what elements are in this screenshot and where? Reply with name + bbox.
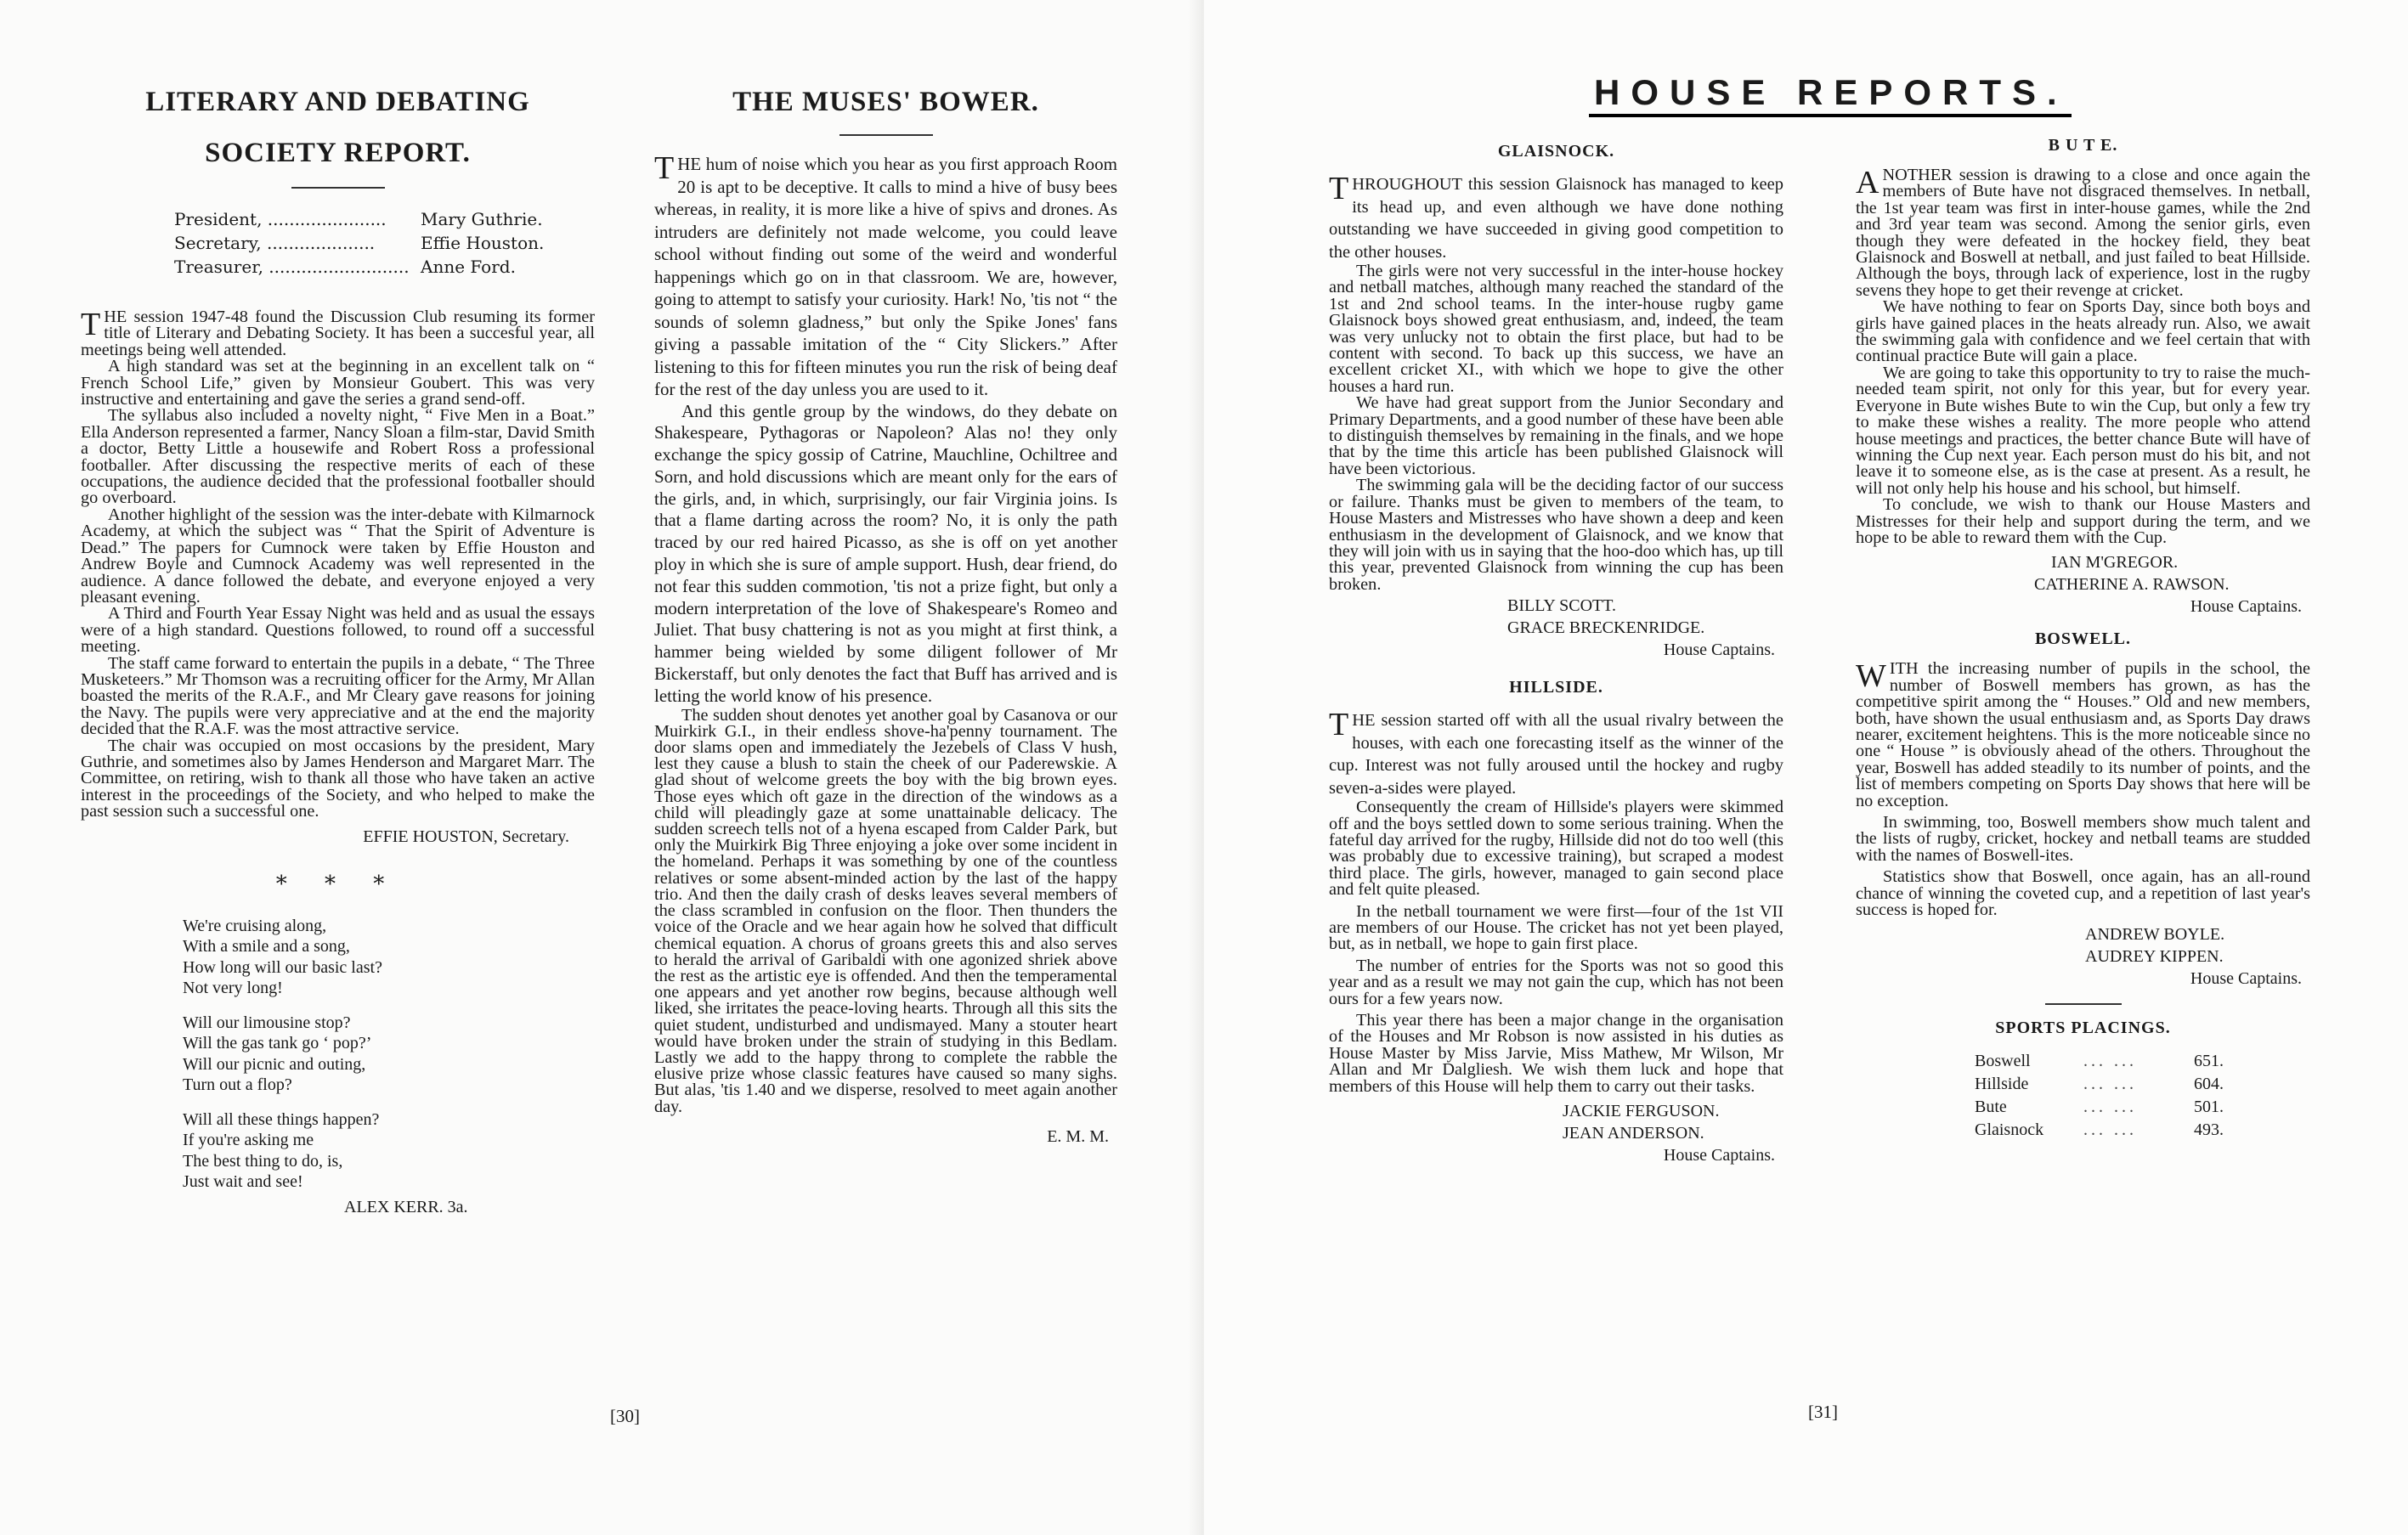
hillside-captains-label: House Captains. xyxy=(1663,1146,1775,1165)
officer-role: President, ...................... xyxy=(174,209,387,229)
poem-line: Will all these things happen? xyxy=(183,1109,380,1129)
literary-paragraph: The staff came forward to entertain the pupils in a debate, “ The Three Musketeers.” Mr Thomson was a recruiting officer for the Army, Mr Allan boasted the merits of the R.A.F., and Mr Cleary gave reasons for joining the Navy. The pupils were very appreciative and at the end the majority decided that the R.A.F. was the most attractive service. xyxy=(81,653,595,739)
poem-line: If you're asking me xyxy=(183,1131,314,1150)
poem-signature: ALEX KERR. 3a. xyxy=(344,1197,468,1216)
boswell-paragraph: WITH the increasing number of pupils in the school, the number of Boswell members has grown, as has the competitive spirit among the “ Houses.” Old and new members, both, have shown the usual enthusiasm and, as Sports Day draws nearer, excitement heightens. This is the more noticeable since no one “ House ” is obviously ahead of the others. Throughout the year, Boswell has added steadily to its number of points, and the list of members competing on Sports Day shows that here will be no exception. xyxy=(1856,658,2310,810)
boswell-paragraph: Statistics show that Boswell, once again, has an all-round chance of winning the coveted cup, and a repetition of last year's success is hoped for. xyxy=(1856,867,2310,920)
placing-house: Boswell xyxy=(1975,1052,2031,1071)
glaisnock-captain-1: BILLY SCOTT. xyxy=(1507,596,1616,616)
boswell-captain-2: AUDREY KIPPEN. xyxy=(2085,947,2224,967)
poem-line: We're cruising along, xyxy=(183,916,327,935)
literary-debating-report xyxy=(81,76,595,1218)
hillside-paragraph: Consequently the cream of Hillside's players were skimmed off and the boys settled down to some serious training. When the fateful day arrived for the rugby, Hillside did not do too well (this was probably due to excessive training), but scraped a modest third place. The girls, however, managed to gain second place and felt quite pleased. xyxy=(1329,798,1783,900)
literary-paragraph: The syllabus also included a novelty night, “ Five Men in a Boat.” Ella Anderson represented a farmer, Nancy Sloan a film-star, David Smith a doctor, Betty Little a housewife and Robert Ross a professional footballer. After discussing the respective merits of each of these occupations, the audience decided that the professional footballer should go overboard. xyxy=(81,406,595,508)
muses-signature: E. M. M. xyxy=(1047,1126,1109,1146)
officer-name: Effie Houston. xyxy=(421,233,545,253)
poem-line: Will the gas tank go ‘ pop?’ xyxy=(183,1034,372,1053)
literary-paragraph: The chair was occupied on most occasions by the president, Mary Guthrie, and sometimes also by James Henderson and Margaret Marr. The Committee, on retiring, wish to thank all those who have taken an active interest in the proceedings of the Society, and who helped to make the past session such a successful one. xyxy=(81,736,595,821)
heading-rule xyxy=(839,134,933,136)
sports-placings-table xyxy=(1975,1050,2310,1142)
hillside-body xyxy=(1329,709,1783,1095)
literary-paragraph: A high standard was set at the beginning in an excellent talk on “ French School Life,” given by Monsieur Goubert. This was very instructive and entertaining and gave the series a grand send-off. xyxy=(81,357,595,409)
literary-paragraph: A Third and Fourth Year Essay Night was held and as usual the essays were of a high standard. Questions followed, to round off a successful meeting. xyxy=(81,604,595,657)
glaisnock-captain-2: GRACE BRECKENRIDGE. xyxy=(1507,618,1705,638)
hillside-captain-1: JACKIE FERGUSON. xyxy=(1563,1102,1720,1121)
literary-heading-line2: SOCIETY REPORT. xyxy=(205,138,471,168)
boswell-body xyxy=(1856,658,2310,920)
muses-bower xyxy=(654,76,1117,1148)
placing-points: 501. xyxy=(2194,1098,2224,1117)
literary-paragraph: THE session 1947-48 found the Discussion Club resuming its former title of Literary and Debating Society. It has been a succesful year, all meetings being well attended. xyxy=(81,307,595,359)
glaisnock-paragraph: We have had great support from the Junior Secondary and Primary Departments, and a good number of these have been able to distinguish themselves by remaining in the finals, and we hope that by the time this article has been published Glaisnock will have been victorious. xyxy=(1329,393,1783,478)
placing-house: Bute xyxy=(1975,1098,2007,1117)
officer-name: Mary Guthrie. xyxy=(421,209,543,229)
poem-line: Will our limousine stop? xyxy=(183,1013,351,1032)
right-page xyxy=(1204,0,2408,1535)
hillside-paragraph: The number of entries for the Sports was not so good this year and as a result we may not gain the cup, which has not been ours for a few years now. xyxy=(1329,956,1783,1008)
section-divider-stars: * * * xyxy=(275,871,400,897)
boswell-heading: BOSWELL. xyxy=(2034,629,2132,649)
poem-line: Not very long! xyxy=(183,979,283,998)
hillside-paragraph: This year there has been a major change in the organisation of the Houses and Mr Robson is now assisted in his duties as House Master by Miss Jarvie, Miss Mathew, Mr Wilson, Mr Allan and Mr Dalgliesh. We wish them luck and hope that members of this House will help them to carry out their tasks. xyxy=(1329,1011,1783,1096)
placings-rule xyxy=(2045,1003,2122,1005)
hillside-heading: HILLSIDE. xyxy=(1509,678,1603,697)
placing-leader: ... ... xyxy=(2083,1120,2137,1140)
muses-body xyxy=(654,150,1117,1116)
officer-role: Secretary, .................... xyxy=(174,233,376,253)
placing-points: 651. xyxy=(2194,1052,2224,1071)
placing-points: 493. xyxy=(2194,1120,2224,1140)
muses-paragraph: And this gentle group by the windows, do they debate on Shakespeare, Pythagoras or Napoleon? Alas no! they only exchange the spicy gossip of Catrine, Mauchline, Ochiltree and Sorn, and hold discussions which are meant only for the ears of the girls, and, in which, surprisingly, our fair Virginia joins. Is that a flame darting across the room? No, it is only the path traced by our red haired Picasso, as she is off on yet another ploy in which she is sure of ample support. Hush, dear friend, do not fear this sudden commotion, 'tis not a prize fight, but only a modern interpretation of the love of Shakespeare's Romeo and Juliet. That busy chattering is not as you might at first think, a hammer being wielded by some diligent follower of Mr Bickerstaff, but only denotes the fact that Buff has arrived and is letting the world know of his presence. xyxy=(654,400,1117,706)
placing-points: 604. xyxy=(2194,1075,2224,1094)
bute-paragraph: We are going to take this opportunity to try to raise the much-needed team spirit, not only for this year, but for every year. Everyone in Bute wishes Bute to win the Cup, but only a few try to make these wishes a reality. The more people who attend house meetings and practices, the better chance Bute will have of winning the Cup next year. Each person must do his bit, and not leave it to someone else, as is the case at present. As a result, he will not only help his house and his school, but himself. xyxy=(1856,363,2310,498)
placing-leader: ... ... xyxy=(2083,1075,2137,1094)
bute-captain-2: CATHERINE A. RAWSON. xyxy=(2034,575,2230,595)
bute-body xyxy=(1856,167,2310,546)
placing-house: Glaisnock xyxy=(1975,1120,2044,1140)
literary-paragraph: Another highlight of the session was the inter-debate with Kilmarnock Academy, at which the subject was “ That the Spirit of Adventure is Dead.” The papers for Cumnock were taken by Effie Houston and Andrew Boyle and Cumnock Academy was well represented in the audience. A dance followed the debate, and everyone enjoyed a very pleasant evening. xyxy=(81,505,595,607)
placing-leader: ... ... xyxy=(2083,1052,2137,1071)
sports-placings-heading: SPORTS PLACINGS. xyxy=(1995,1019,2171,1038)
placing-row xyxy=(1975,1073,2310,1096)
placing-row xyxy=(1975,1096,2310,1119)
page-number: [30] xyxy=(610,1406,640,1426)
placing-leader: ... ... xyxy=(2083,1098,2137,1117)
boswell-captain-1: ANDREW BOYLE. xyxy=(2085,925,2225,945)
page-number: [31] xyxy=(1808,1402,1838,1422)
house-reports-title: HOUSE REPORTS. xyxy=(1589,71,2072,117)
officer-secretary xyxy=(174,231,616,255)
officer-treasurer xyxy=(174,255,616,279)
muses-heading: THE MUSES' BOWER. xyxy=(732,87,1039,117)
placing-house: Hillside xyxy=(1975,1075,2029,1094)
poem-line: Will our picnic and outing, xyxy=(183,1054,366,1074)
glaisnock-captains-label: House Captains. xyxy=(1663,641,1775,660)
hillside-captain-2: JEAN ANDERSON. xyxy=(1563,1124,1704,1143)
officer-role: Treasurer, .......................... xyxy=(174,257,410,277)
poem xyxy=(81,916,595,1193)
hillside-paragraph: In the netball tournament we were first—four of the 1st VII are members of our House. The cricket has not yet been played, but, as in netball, we hope to gain first place. xyxy=(1329,901,1783,954)
placing-row xyxy=(1975,1119,2310,1142)
bute-captains-label: House Captains. xyxy=(2190,597,2302,617)
glaisnock-body xyxy=(1329,173,1783,593)
bute-paragraph: ANOTHER session is drawing to a close and once again the members of Bute have not disgraced themselves. In netball, the 1st year team was first in inter-house games, while the 2nd and 3rd year team was second. Among the senior girls, even though they were defeated in the hockey field, they beat Glaisnock and Boswell at netball, and just failed to beat Hillside. Although the boys, through lack of experience, lost in the rugby sevens they hope to get their revenge at cricket. xyxy=(1856,165,2310,300)
poem-line: With a smile and a song, xyxy=(183,937,350,957)
boswell-paragraph: In swimming, too, Boswell members show much talent and the lists of rugby, cricket, hockey and netball teams are studded with the names of Boswell-ites. xyxy=(1856,813,2310,865)
officers-list xyxy=(174,207,616,279)
bute-heading: B U T E. xyxy=(2048,136,2118,155)
boswell-captains-label: House Captains. xyxy=(2190,969,2302,989)
glaisnock-paragraph: The girls were not very successful in the inter-house hockey and netball matches, although many reached the standard of the 1st and 2nd school teams. In the inter-house rugby game Glaisnock boys showed great enthusiasm, and, indeed, the team was very unlucky not to obtain the first place, but had to be content with second. To back up this success, we have an excellent cricket XI., with which we hope to give the other houses a hard run. xyxy=(1329,262,1783,396)
poem-line: The best thing to do, is, xyxy=(183,1151,343,1171)
placing-row xyxy=(1975,1050,2310,1073)
right-left-column xyxy=(1329,142,1783,1166)
bute-paragraph: We have nothing to fear on Sports Day, since both boys and girls have gained places in the heats already run. Also, we await the swimming gala with confidence and we feel certain that with continual practice Bute will gain a place. xyxy=(1856,297,2310,366)
officer-name: Anne Ford. xyxy=(421,257,516,277)
officer-president xyxy=(174,207,616,231)
right-right-column xyxy=(1856,136,2310,1142)
poem-line: Turn out a flop? xyxy=(183,1075,292,1095)
glaisnock-paragraph: The swimming gala will be the deciding factor of our success or failure. Thanks must be given to members of the team, to House Masters and Mistresses who have shown a deep and keen enthusiasm in the development of Glaisnock, and we know that they will join with us in saying that the hoo-doo which has, up till this year, prevented Glaisnock from winning the cup has been broken. xyxy=(1329,476,1783,594)
muses-paragraph: THE hum of noise which you hear as you first approach Room 20 is apt to be deceptive. It calls to mind a hive of busy bees whereas, in reality, it is more like a hive of spivs and drones. As intruders are definitely not made welcome, you could leave school without finding out some of the weird and wonderful happenings which go on in that classroom. We are, however, going to attempt to satisfy your curiosity. Hark! No, 'tis not “ the sounds of solemn gladness,” but only the Spike Jones' fans giving a passable imitation of the “ City Slickers.” After listening to this for fifteen minutes you run the risk of being deaf for the rest of the day unless you are used to it. xyxy=(654,150,1117,399)
literary-body xyxy=(81,309,595,821)
glaisnock-paragraph: THROUGHOUT this session Glaisnock has managed to keep its head up, and even although we have done nothing outstanding we have succeeded in giving good competition to the other houses. xyxy=(1329,171,1783,262)
glaisnock-heading: GLAISNOCK. xyxy=(1497,142,1615,161)
hillside-paragraph: THE session started off with all the usual rivalry between the houses, with each one forecasting itself as the winner of the cup. Interest was not fully aroused until the hockey and rugby seven-a-sides were played. xyxy=(1329,707,1783,798)
bute-paragraph: To conclude, we wish to thank our House Masters and Mistresses for their help and support during the term, and we hope to be able to reward them with the Cup. xyxy=(1856,495,2310,547)
literary-signature: EFFIE HOUSTON, Secretary. xyxy=(363,827,569,846)
bute-captain-1: IAN M'GREGOR. xyxy=(2051,553,2179,573)
poem-line: How long will our basic last? xyxy=(183,957,382,977)
muses-paragraph: The sudden shout denotes yet another goal by Casanova or our Muirkirk G.I., in their endless shove-ha'penny tournament. The door slams open and immediately the Jezebels of Class V hush, lest they cause a blush to stain the cheek of our Paderewskie. A glad shout of welcome greets the boy with the big brown eyes. Those eyes which oft gaze in the direction of the windows as a child will pleadingly gaze at some unattainable delicacy. The sudden screech tells not of a hyena escaped from Calder Park, but only the Muirkirk Big Three enjoying a joke over some incident in the homeland. Perhaps it was something by one of the countless relatives or some absent-minded action by the last of the happy trio. And then the daily crash of desks leaves several members of the class scrambled in confusion on the floor. Then thunders the voice of the Oracle and we hear again how he solved that difficult chemical equation. A chorus of groans greets this and also serves to herald the arrival of Garibaldi with one agonized shriek above the rest as the artistic eye is offended. And then the temperamental one appears and yet another row begins, because although well liked, she irritates the peace-loving hearts. Through all this sits the quiet student, undisturbed and undismayed. Many a stouter heart would have broken under the strain of studying in this Bedlam. Lastly we add to the happy throng to complete the rabble the elusive prize whose classic features have caused so many sighs. But alas, 'tis 1.40 and we disperse, resolved to meet again another day. xyxy=(654,705,1117,1116)
house-reports-title-wrap xyxy=(1589,71,2072,117)
heading-rule xyxy=(291,187,385,189)
literary-heading-line1: LITERARY AND DEBATING xyxy=(145,87,530,117)
poem-line: Just wait and see! xyxy=(183,1172,303,1192)
